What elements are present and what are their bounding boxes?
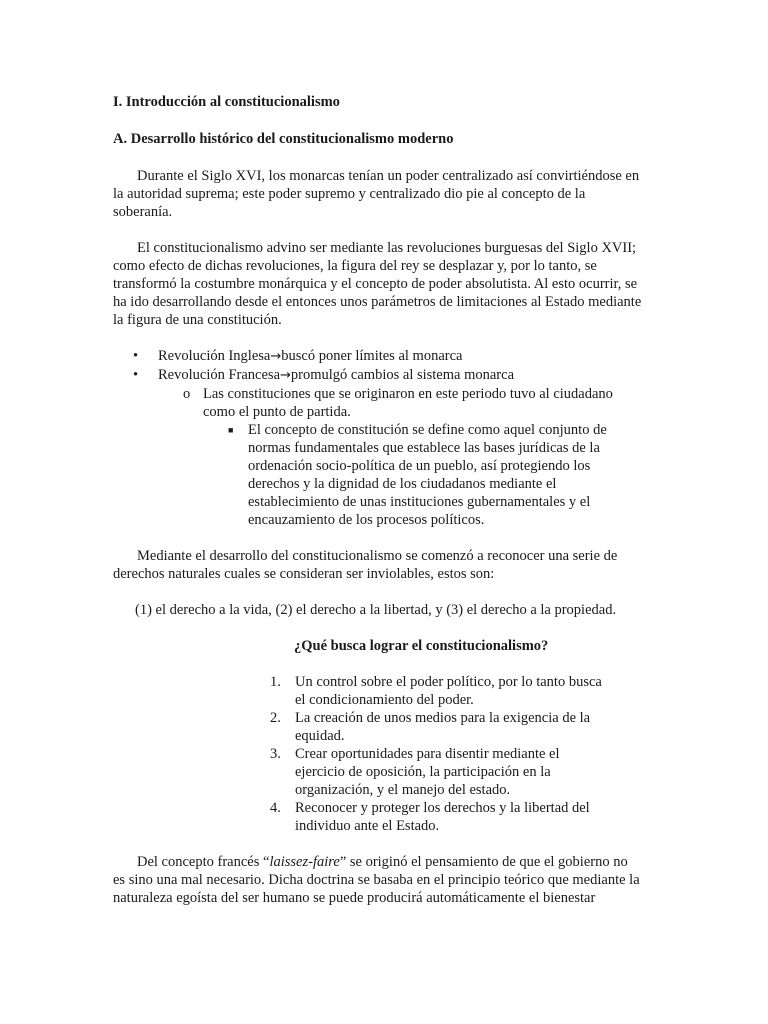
subsection-heading: A. Desarrollo histórico del constitucionalismo moderno <box>113 131 454 147</box>
list-item <box>113 745 607 799</box>
list-item-revolucion-francesa <box>113 366 643 529</box>
subsub-list-item <box>113 421 643 529</box>
bullet-marker: • <box>133 367 139 383</box>
list-item-text: Crear oportunidades para disentir mediante el ejercicio de oposición, la participación en la organización, y el manejo del estado. <box>295 746 560 798</box>
list-number: 4. <box>270 800 281 816</box>
rights-list: (1) el derecho a la vida, (2) el derecho a la libertad, y (3) el derecho a la propiedad. <box>135 602 617 618</box>
sub-list-item <box>113 385 643 421</box>
arrow-right-icon: → <box>270 349 282 364</box>
list-item-label: Revolución Francesa <box>158 367 281 383</box>
revolutions-list <box>113 347 643 529</box>
arrow-right-icon: → <box>280 368 291 383</box>
square-bullet-marker: ■ <box>228 425 234 435</box>
list-item-text: La creación de unos medios para la exigencia de la equidad. <box>295 710 591 744</box>
paragraph-text-before: Del concepto francés “ <box>137 854 270 870</box>
sub-list-item-text: Las constituciones que se originaron en este periodo tuvo al ciudadano como el punto de partida. <box>203 386 613 420</box>
bullet-marker: • <box>133 348 139 364</box>
list-item <box>113 799 607 835</box>
list-number: 3. <box>270 746 281 762</box>
document-page <box>113 93 643 925</box>
goals-list <box>113 673 643 835</box>
list-item-text: Un control sobre el poder político, por lo tanto busca el condicionamiento del poder. <box>295 674 602 708</box>
list-item <box>113 709 607 745</box>
list-item-text: promulgó cambios al sistema monarca <box>290 367 515 383</box>
list-item <box>113 673 607 709</box>
list-item-label: Revolución Inglesa <box>158 348 271 364</box>
paragraph-siglo-xvi: Durante el Siglo XVI, los monarcas tenían un poder centralizado así convirtiéndose en la autoridad suprema; este poder supremo y centralizado dio pie al concepto de la soberanía. <box>113 168 640 220</box>
paragraph-text-after: ” se originó el pensamiento de que el gobierno no es sino una mal necesario. Dicha doctrina se basaba en el principio teórico que mediante la naturaleza egoísta del ser humano se puede producirá automáticamente el bienestar <box>113 854 640 906</box>
question-heading: ¿Qué busca lograr el constitucionalismo? <box>294 638 549 654</box>
italic-term: laissez-faire <box>269 854 340 870</box>
list-item-text: buscó poner límites al monarca <box>281 348 463 364</box>
subsub-list-item-text: El concepto de constitución se define como aquel conjunto de normas fundamentales que establece las bases jurídicas de la ordenación socio-política de un pueblo, así protegiendo los derechos y la dignidad de los ciudadanos mediante el establecimiento de unas instituciones gubernamentales y el encauzamiento de los procesos políticos. <box>248 422 607 528</box>
list-number: 2. <box>270 710 281 726</box>
section-heading: I. Introducción al constitucionalismo <box>113 94 340 110</box>
paragraph-laissez-faire <box>113 853 643 907</box>
paragraph-siglo-xvii: El constitucionalismo advino ser mediante las revoluciones burguesas del Siglo XVII; como efecto de dichas revoluciones, la figura del rey se desplazar y, por lo tanto, se transformó la costumbre monárquica y el concepto de poder absolutista. Al esto ocurrir, se ha ido desarrollando desde el entonces unos parámetros de limitaciones al Estado mediante la figura de una constitución. <box>113 240 642 328</box>
sub-bullet-marker: o <box>183 386 191 402</box>
paragraph-derechos: Mediante el desarrollo del constitucionalismo se comenzó a reconocer una serie de derechos naturales cuales se consideran ser inviolables, estos son: <box>113 548 618 582</box>
list-number: 1. <box>270 674 281 690</box>
list-item-revolucion-inglesa <box>113 347 643 366</box>
list-item-text: Reconocer y proteger los derechos y la libertad del individuo ante el Estado. <box>295 800 590 834</box>
